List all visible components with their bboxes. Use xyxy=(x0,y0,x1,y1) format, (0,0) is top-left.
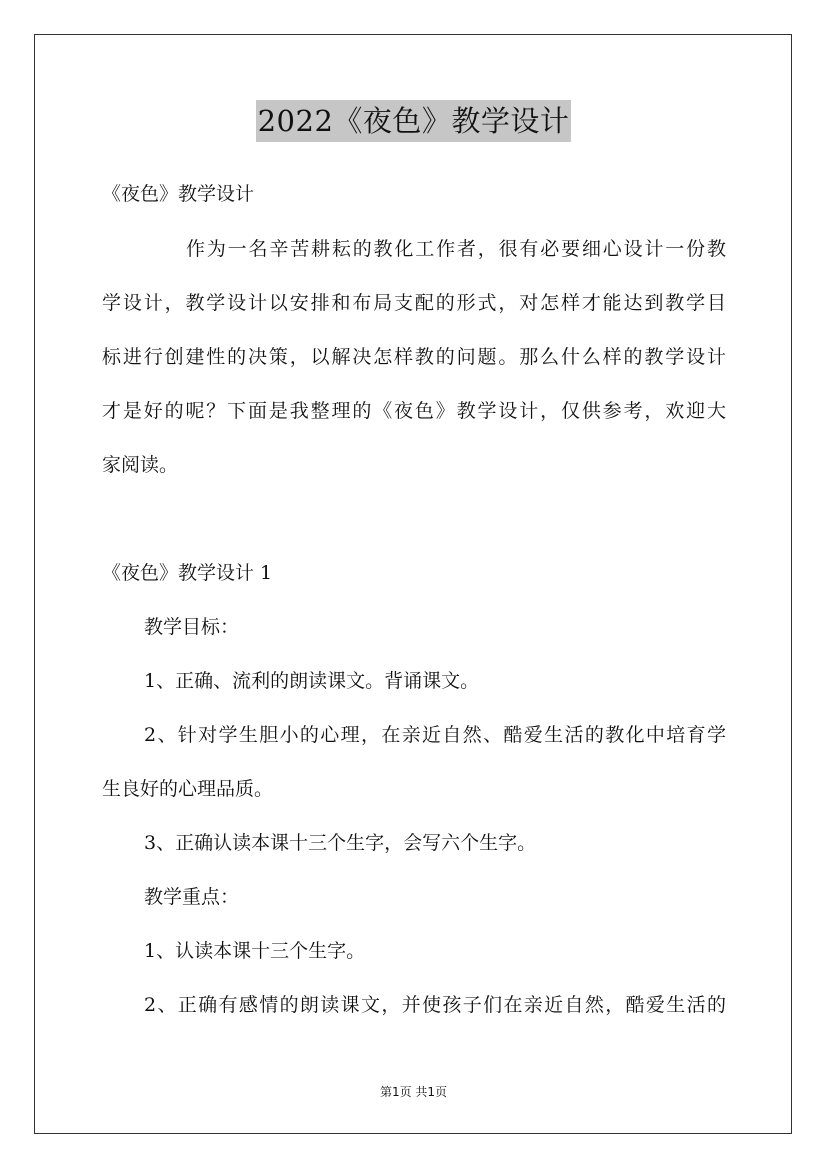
key-point-item-1: 1、认读本课十三个生字。 xyxy=(144,940,366,962)
intro-line-5: 家阅读。 xyxy=(102,454,179,476)
page-number-footer: 第1页 共1页 xyxy=(379,1085,448,1099)
objectives-label: 教学目标： xyxy=(144,616,240,638)
key-point-item-2-line-1: 2、正确有感情的朗读课文，并使孩子们在亲近自然，酷爱生活的 xyxy=(144,994,726,1016)
objective-item-2-line-2: 生良好的心理品质。 xyxy=(102,778,274,800)
objective-item-1: 1、正确、流利的朗读课文。背诵课文。 xyxy=(144,670,480,692)
intro-line-2: 学设计，教学设计以安排和布局支配的形式，对怎样才能达到教学目 xyxy=(102,292,726,314)
document-subtitle: 《夜色》教学设计 xyxy=(102,183,255,205)
objective-item-2-line-1: 2、针对学生胆小的心理，在亲近自然、酷爱生活的教化中培育学 xyxy=(144,724,726,746)
key-points-label: 教学重点： xyxy=(144,886,240,908)
section-heading: 《夜色》教学设计 1 xyxy=(102,562,273,584)
intro-line-1: 作为一名辛苦耕耘的教化工作者，很有必要细心设计一份教 xyxy=(186,238,726,260)
intro-line-4: 才是好的呢？下面是我整理的《夜色》教学设计，仅供参考，欢迎大 xyxy=(102,400,726,422)
document-title: 2022《夜色》教学设计 xyxy=(0,100,827,142)
objective-item-3: 3、正确认读本课十三个生字，会写六个生字。 xyxy=(144,832,537,854)
intro-line-3: 标进行创建性的决策，以解决怎样教的问题。那么什么样的教学设计 xyxy=(102,346,726,368)
